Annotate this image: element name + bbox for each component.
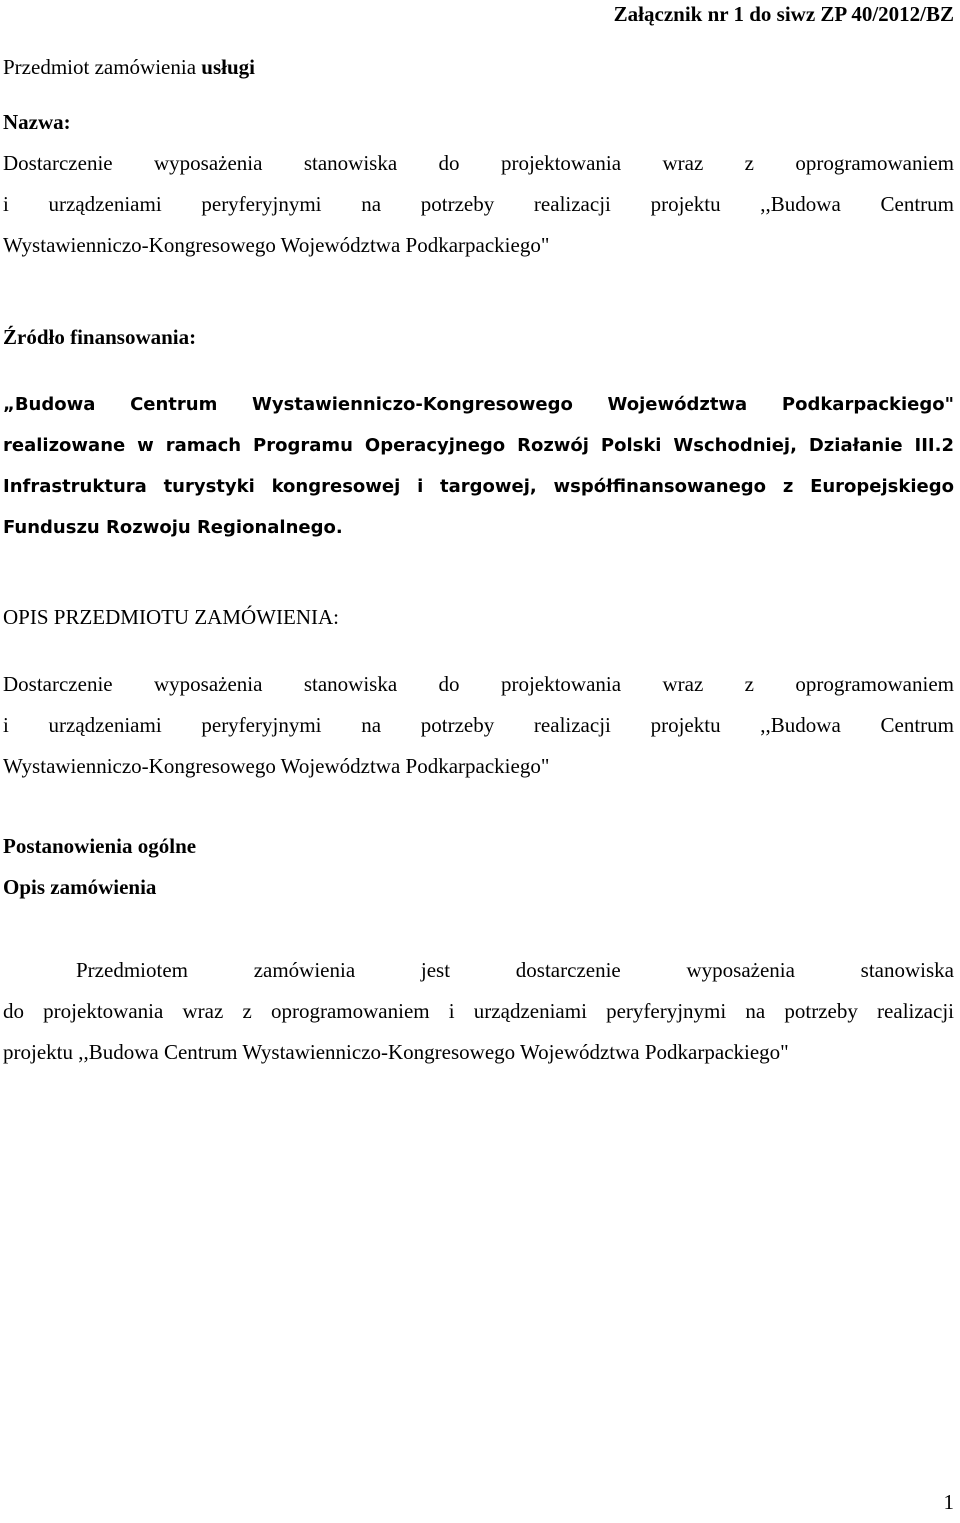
name-text [3, 143, 954, 266]
subject-line [3, 47, 954, 88]
funding-line: „Budowa Centrum Wystawienniczo-Kongresowego Województwa Podkarpackiego" [3, 394, 954, 415]
description-text [3, 664, 954, 787]
order-description-line: do projektowania wraz z oprogramowaniem i urządzeniami peryferyjnymi na potrzeby realizacji [3, 999, 954, 1023]
subject-prefix: Przedmiot zamówienia [3, 55, 202, 79]
name-line: Dostarczenie wyposażenia stanowiska do projektowania wraz z oprogramowaniem [3, 151, 954, 175]
description-line: Wystawienniczo-Kongresowego Województwa Podkarpackiego" [3, 754, 550, 778]
funding-heading: Źródło finansowania: [3, 325, 197, 349]
order-description-line: Przedmiotem zamówienia jest dostarczenie wyposażenia stanowiska [76, 958, 954, 982]
general-provisions-heading: Postanowienia ogólne [3, 834, 197, 858]
description-line: Dostarczenie wyposażenia stanowiska do projektowania wraz z oprogramowaniem [3, 672, 954, 696]
subject-type: usługi [201, 55, 255, 79]
order-description-heading: Opis zamówienia [3, 875, 157, 899]
funding-line: Funduszu Rozwoju Regionalnego. [3, 517, 343, 538]
name-line: i urządzeniami peryferyjnymi na potrzeby realizacji projektu ,,Budowa Centrum [3, 192, 954, 216]
attachment-label: Załącznik nr 1 do siwz ZP 40/2012/BZ [613, 2, 954, 26]
description-heading: OPIS PRZEDMIOTU ZAMÓWIENIA: [3, 605, 339, 629]
name-heading: Nazwa: [3, 110, 71, 134]
order-description-line: projektu ,,Budowa Centrum Wystawienniczo-Kongresowego Województwa Podkarpackiego" [3, 1040, 789, 1064]
page-number: 1 [943, 1490, 954, 1514]
funding-line: Infrastruktura turystyki kongresowej i targowej, współfinansowanego z Europejskiego [3, 476, 954, 497]
funding-line: realizowane w ramach Programu Operacyjnego Rozwój Polski Wschodniej, Działanie III.2 [3, 435, 954, 456]
description-line: i urządzeniami peryferyjnymi na potrzeby realizacji projektu ,,Budowa Centrum [3, 713, 954, 737]
name-line: Wystawienniczo-Kongresowego Województwa Podkarpackiego" [3, 233, 550, 257]
order-description-text [3, 950, 954, 1073]
funding-text [3, 384, 954, 548]
